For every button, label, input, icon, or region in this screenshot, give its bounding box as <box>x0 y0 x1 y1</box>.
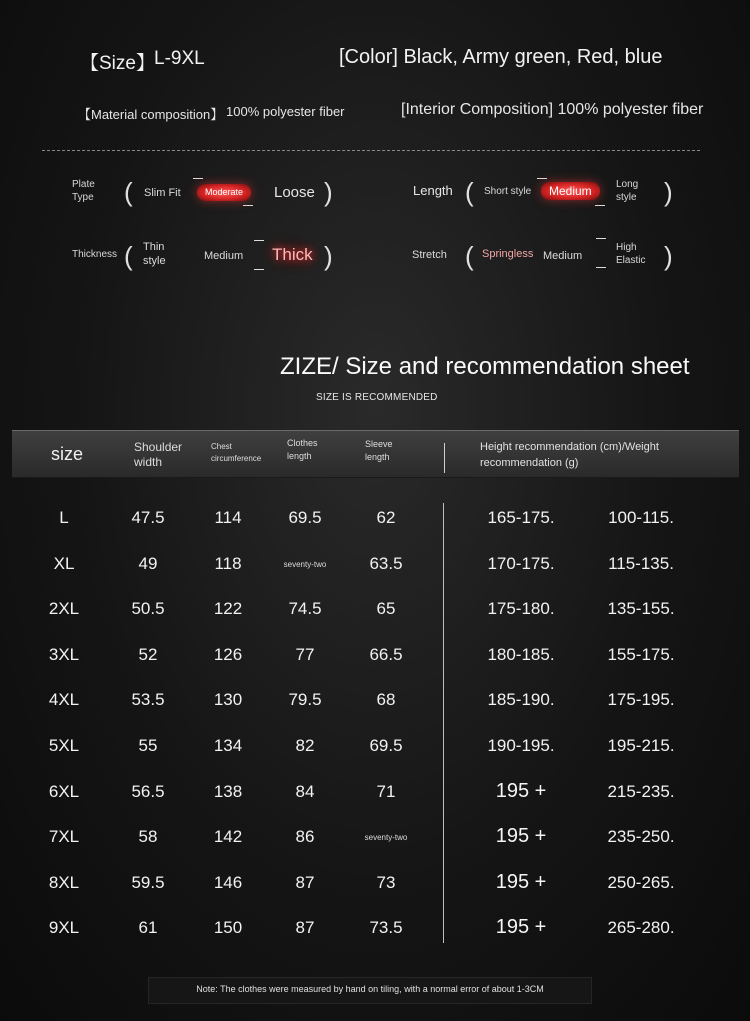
stretch-high-elastic: High Elastic <box>616 242 646 266</box>
cell-shoulder-width: 56.5 <box>131 781 165 801</box>
thickness-medium: Medium <box>204 250 244 262</box>
cell-weight-recommendation: 250-265. <box>607 872 675 892</box>
header-shoulder-width: Shoulder width <box>134 440 183 469</box>
cell-sleeve-length: seventy-two <box>364 833 408 843</box>
cell-height-recommendation: 195 + <box>495 870 547 893</box>
cell-chest-circumference: 122 <box>213 599 243 619</box>
cell-height-recommendation: 195 + <box>495 825 547 848</box>
cell-weight-recommendation: 135-155. <box>607 599 675 619</box>
cell-weight-recommendation: 175-195. <box>607 690 675 710</box>
length-medium: Medium <box>541 182 600 200</box>
cell-shoulder-width: 47.5 <box>131 508 165 527</box>
paren-close: ) <box>324 241 333 271</box>
plate-type-label: Plate Type <box>72 179 95 203</box>
cell-size: 6XL <box>48 781 80 801</box>
cell-weight-recommendation: 235-250. <box>607 827 675 847</box>
plate-type-selected <box>193 178 253 206</box>
plate-type-slim-fit: Slim Fit <box>144 187 181 199</box>
cell-weight-recommendation: 115-135. <box>608 553 674 573</box>
cell-sleeve-length: 73.5 <box>369 918 403 938</box>
cell-sleeve-length: 66.5 <box>369 644 403 664</box>
plate-type-loose: Loose <box>274 184 315 201</box>
length-long-style: Long style <box>616 179 639 203</box>
interior-composition: [Interior Composition] 100% polyester fiber <box>401 101 704 118</box>
plate-type-moderate: Moderate <box>197 184 251 201</box>
cell-height-recommendation: 170-175. <box>487 553 555 573</box>
material-value: 100% polyester fiber <box>226 104 345 119</box>
cell-weight-recommendation: 155-175. <box>607 644 675 664</box>
cell-height-recommendation: 180-185. <box>487 644 555 664</box>
cell-shoulder-width: 49 <box>138 553 158 573</box>
cell-shoulder-width: 50.5 <box>131 599 165 619</box>
cell-sleeve-length: 65 <box>376 599 396 619</box>
cell-chest-circumference: 142 <box>213 827 243 847</box>
paren-open: ( <box>124 241 133 271</box>
header-recommendation: Height recommendation (cm)/Weight recommendation (g) <box>480 441 659 469</box>
cell-size: 8XL <box>48 872 80 892</box>
cell-shoulder-width: 58 <box>138 827 158 847</box>
cell-size: 5XL <box>48 736 80 755</box>
thickness-label: Thickness <box>72 249 118 260</box>
table-separator <box>443 503 444 943</box>
cell-height-recommendation: 195 + <box>495 779 547 802</box>
cell-clothes-length: 87 <box>295 918 315 938</box>
cell-height-recommendation: 165-175. <box>487 508 555 527</box>
cell-chest-circumference: 150 <box>213 918 243 938</box>
cell-weight-recommendation: 265-280. <box>607 918 675 938</box>
stretch-medium: Medium <box>543 250 583 262</box>
cell-shoulder-width: 53.5 <box>131 690 165 710</box>
cell-clothes-length: 74.5 <box>288 599 322 619</box>
stretch-springless: Springless <box>482 248 534 260</box>
cell-size: 2XL <box>48 599 80 619</box>
stretch-bracket <box>596 238 606 268</box>
header-size: size <box>51 444 84 464</box>
paren-close: ) <box>664 177 673 207</box>
thickness-selected <box>254 240 320 270</box>
cell-sleeve-length: 62 <box>376 508 396 527</box>
cell-height-recommendation: 190-195. <box>487 736 555 755</box>
cell-sleeve-length: 69.5 <box>369 736 403 755</box>
cell-chest-circumference: 146 <box>213 872 243 892</box>
paren-open: ( <box>465 241 474 271</box>
color-options: [Color] Black, Army green, Red, blue <box>339 46 663 68</box>
cell-clothes-length: 87 <box>295 872 315 892</box>
length-short-style: Short style <box>484 186 532 197</box>
cell-weight-recommendation: 215-235. <box>607 781 675 801</box>
cell-clothes-length: 82 <box>295 736 315 755</box>
cell-clothes-length: 79.5 <box>288 690 322 710</box>
cell-clothes-length: seventy-two <box>283 559 327 569</box>
cell-sleeve-length: 68 <box>376 690 396 710</box>
header-clothes-length: Clothes length <box>287 438 318 461</box>
thickness-thin-style: Thin style <box>143 241 166 267</box>
cell-chest-circumference: 134 <box>213 736 243 755</box>
cell-size: 4XL <box>48 690 80 710</box>
paren-close: ) <box>664 241 673 271</box>
sheet-subtitle: SIZE IS RECOMMENDED <box>316 392 438 403</box>
cell-clothes-length: 86 <box>295 827 315 847</box>
header-sleeve-length: Sleeve length <box>365 439 393 462</box>
cell-chest-circumference: 118 <box>214 553 242 573</box>
divider <box>42 150 700 151</box>
cell-sleeve-length: 71 <box>376 781 396 801</box>
cell-weight-recommendation: 195-215. <box>607 736 675 755</box>
cell-chest-circumference: 126 <box>213 644 243 664</box>
thickness-thick: Thick <box>272 245 313 264</box>
stretch-label: Stretch <box>412 249 447 261</box>
length-selected <box>537 178 605 206</box>
cell-clothes-length: 69.5 <box>288 508 322 527</box>
cell-size: 9XL <box>48 918 80 938</box>
size-label: 【Size】 <box>80 53 155 74</box>
cell-clothes-length: 77 <box>295 644 315 664</box>
cell-sleeve-length: 63.5 <box>369 553 403 573</box>
header-chest-circumference: Chest circumference <box>211 442 262 463</box>
cell-shoulder-width: 55 <box>138 736 158 755</box>
cell-size: L <box>59 508 69 527</box>
cell-size: XL <box>53 553 75 573</box>
sheet-title: ZIZE/ Size and recommendation sheet <box>280 353 690 380</box>
cell-clothes-length: 84 <box>295 781 315 801</box>
cell-chest-circumference: 130 <box>213 690 243 710</box>
measurement-note: Note: The clothes were measured by hand on tiling, with a normal error of about 1-3CM <box>196 984 544 994</box>
cell-size: 3XL <box>48 644 80 664</box>
cell-height-recommendation: 175-180. <box>487 599 555 619</box>
header-separator <box>444 443 445 473</box>
length-label: Length <box>413 183 453 198</box>
cell-chest-circumference: 114 <box>214 508 242 527</box>
cell-size: 7XL <box>48 827 80 847</box>
material-label: 【Material composition】 <box>78 107 224 122</box>
table-header <box>12 430 739 478</box>
paren-close: ) <box>324 177 333 207</box>
cell-weight-recommendation: 100-115. <box>608 508 674 527</box>
cell-shoulder-width: 52 <box>138 644 158 664</box>
cell-sleeve-length: 73 <box>376 872 396 892</box>
cell-shoulder-width: 59.5 <box>131 872 165 892</box>
cell-height-recommendation: 195 + <box>495 916 547 939</box>
cell-height-recommendation: 185-190. <box>487 690 555 710</box>
cell-shoulder-width: 61 <box>138 918 158 938</box>
cell-chest-circumference: 138 <box>213 781 243 801</box>
size-range: L-9XL <box>154 48 205 69</box>
paren-open: ( <box>465 177 474 207</box>
paren-open: ( <box>124 177 133 207</box>
measurement-note-box <box>148 977 592 1004</box>
